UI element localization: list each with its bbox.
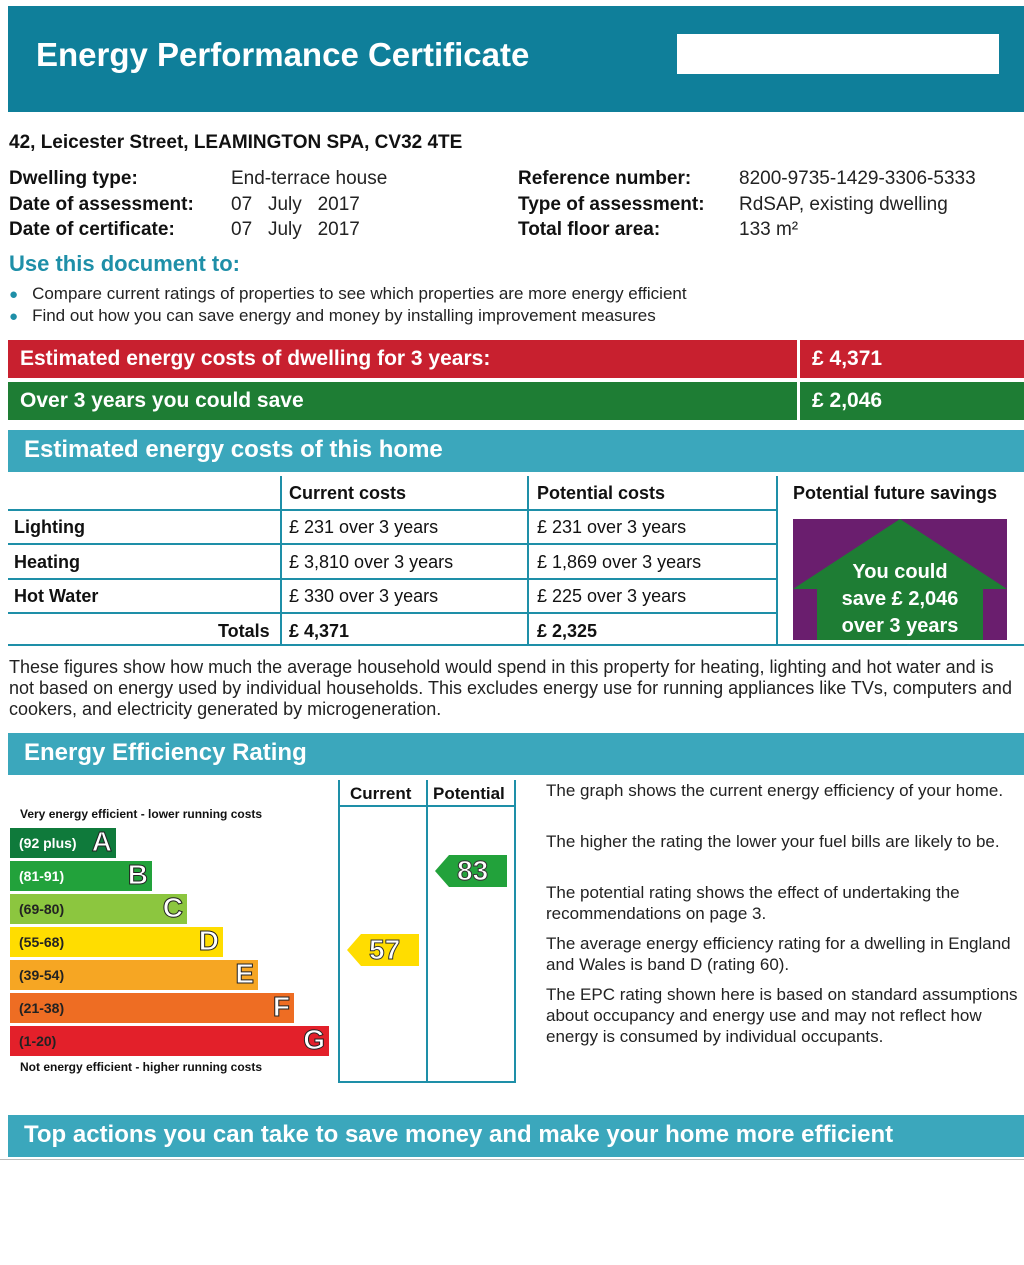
savings-line: over 3 years — [841, 615, 959, 637]
savings-line: save £ 2,046 — [841, 588, 959, 610]
property-address: 42, Leicester Street, LEAMINGTON SPA, CV32 4TE — [9, 132, 463, 153]
table-divider — [8, 509, 778, 511]
table-divider — [8, 644, 1024, 646]
rating-chart — [8, 780, 518, 1085]
estimated-cost-value: £ 4,371 — [800, 340, 1024, 378]
savings-line: You could — [852, 561, 948, 583]
column-header-current: Current costs — [289, 483, 407, 503]
band-range-label: (92 plus) — [19, 835, 77, 851]
band-letter: C — [162, 892, 183, 923]
column-header-savings: Potential future savings — [793, 483, 998, 503]
current-rating-marker — [347, 934, 419, 966]
header-blank-box — [677, 34, 999, 74]
potential-rating-value: 83 — [457, 855, 489, 886]
rating-band-g — [10, 1026, 329, 1056]
assessment-date-label: Date of assessment: — [9, 194, 194, 215]
column-header-potential: Potential costs — [537, 483, 666, 503]
band-letter: E — [235, 958, 254, 989]
rating-band-a — [10, 828, 116, 858]
rating-band-f — [10, 993, 294, 1023]
bullet-text: Find out how you can save energy and money by installing improvement measures — [32, 306, 656, 325]
rating-section-title: Energy Efficiency Rating — [8, 733, 1024, 775]
current-column-header: Current — [350, 784, 412, 803]
list-item — [9, 306, 656, 326]
chart-frame — [338, 1081, 516, 1083]
reference-label: Reference number: — [518, 168, 692, 189]
assessment-type-label: Type of assessment: — [518, 194, 705, 215]
explanation-paragraph: The EPC rating shown here is based on standard assumptions about occupancy and energy use and may not reflect how energy is consumed by individual occupants. — [546, 985, 1018, 1046]
future-savings-box — [793, 519, 1007, 640]
use-document-title: Use this document to: — [9, 251, 241, 276]
band-letter: G — [303, 1024, 325, 1055]
table-divider — [527, 476, 529, 646]
heating-potential: £ 1,869 over 3 years — [537, 552, 702, 572]
row-label-lighting: Lighting — [14, 517, 85, 537]
floor-area-value: 133 m² — [739, 219, 799, 240]
assessment-date-value: 07 July 2017 — [231, 194, 360, 215]
top-actions-title: Top actions you can take to save money and make your home more efficient — [8, 1115, 1024, 1157]
costs-section-title: Estimated energy costs of this home — [8, 430, 1024, 472]
rating-band-b — [10, 861, 152, 891]
band-range-label: (1-20) — [19, 1033, 57, 1049]
certificate-date-value: 07 July 2017 — [231, 219, 360, 240]
bullet-text: Compare current ratings of properties to see which properties are more energy efficient — [32, 284, 687, 303]
band-range-label: (39-54) — [19, 967, 65, 983]
could-save-label: Over 3 years you could save — [8, 382, 797, 420]
table-divider — [776, 476, 778, 646]
band-letter: D — [198, 925, 219, 956]
band-range-label: (21-38) — [19, 1000, 65, 1016]
row-label-heating: Heating — [14, 552, 81, 572]
chart-frame — [338, 805, 516, 807]
list-item — [9, 284, 687, 304]
dwelling-type-label: Dwelling type: — [9, 168, 138, 189]
page-title: Energy Performance Certificate — [36, 36, 530, 73]
chart-frame — [426, 780, 428, 1083]
certificate-header — [8, 6, 1024, 112]
table-divider — [8, 612, 778, 614]
bullet-icon: ● — [9, 308, 19, 325]
bullet-icon: ● — [9, 286, 19, 303]
certificate-date-label: Date of certificate: — [9, 219, 175, 240]
floor-area-label: Total floor area: — [518, 219, 661, 240]
figures-explanation: These figures show how much the average household would spend in this property for heating, lighting and hot water and is not based on energy used by individual households. This excludes energy use for running appliances like TVs, computers and cookers, and electricity generated by microgeneration. — [9, 657, 1012, 719]
heating-current: £ 3,810 over 3 years — [289, 552, 454, 572]
potential-rating-marker — [435, 855, 507, 887]
estimated-cost-label: Estimated energy costs of dwelling for 3 years: — [8, 340, 797, 378]
rating-band-e — [10, 960, 258, 990]
future-savings-text — [793, 559, 1007, 640]
totals-current: £ 4,371 — [289, 621, 350, 641]
table-divider — [8, 578, 778, 580]
chart-frame — [338, 780, 340, 1083]
potential-column-header: Potential — [433, 784, 505, 803]
band-letter: F — [272, 991, 290, 1022]
rating-band-c — [10, 894, 187, 924]
band-range-label: (69-80) — [19, 901, 65, 917]
hot-water-current: £ 330 over 3 years — [289, 586, 439, 606]
explanation-paragraph: The potential rating shows the effect of undertaking the recommendations on page 3. — [546, 883, 960, 923]
efficient-caption: Very energy efficient - lower running costs — [20, 807, 263, 821]
explanation-paragraph: The average energy efficiency rating for a dwelling in England and Wales is band D (rating 60). — [546, 934, 1011, 974]
row-label-hot-water: Hot Water — [14, 586, 99, 606]
band-range-label: (81-91) — [19, 868, 65, 884]
inefficient-caption: Not energy efficient - higher running costs — [20, 1060, 263, 1074]
hot-water-potential: £ 225 over 3 years — [537, 586, 687, 606]
current-rating-value: 57 — [369, 934, 401, 965]
lighting-potential: £ 231 over 3 years — [537, 517, 687, 537]
explanation-paragraph: The graph shows the current energy efficiency of your home. — [546, 781, 1004, 800]
rating-band-d — [10, 927, 223, 957]
could-save-value: £ 2,046 — [800, 382, 1024, 420]
reference-value: 8200-9735-1429-3306-5333 — [739, 168, 976, 189]
costs-table — [8, 476, 1024, 646]
table-divider — [8, 543, 778, 545]
table-divider — [280, 476, 282, 646]
lighting-current: £ 231 over 3 years — [289, 517, 439, 537]
explanation-paragraph: The higher the rating the lower your fuel bills are likely to be. — [546, 832, 1000, 851]
page-divider — [0, 1159, 1024, 1160]
dwelling-type-value: End-terrace house — [231, 168, 388, 189]
chart-frame — [514, 780, 516, 1083]
band-range-label: (55-68) — [19, 934, 65, 950]
band-letter: A — [91, 826, 112, 857]
totals-potential: £ 2,325 — [537, 621, 598, 641]
band-letter: B — [127, 859, 148, 890]
assessment-type-value: RdSAP, existing dwelling — [739, 194, 948, 215]
totals-label: Totals — [218, 621, 270, 641]
